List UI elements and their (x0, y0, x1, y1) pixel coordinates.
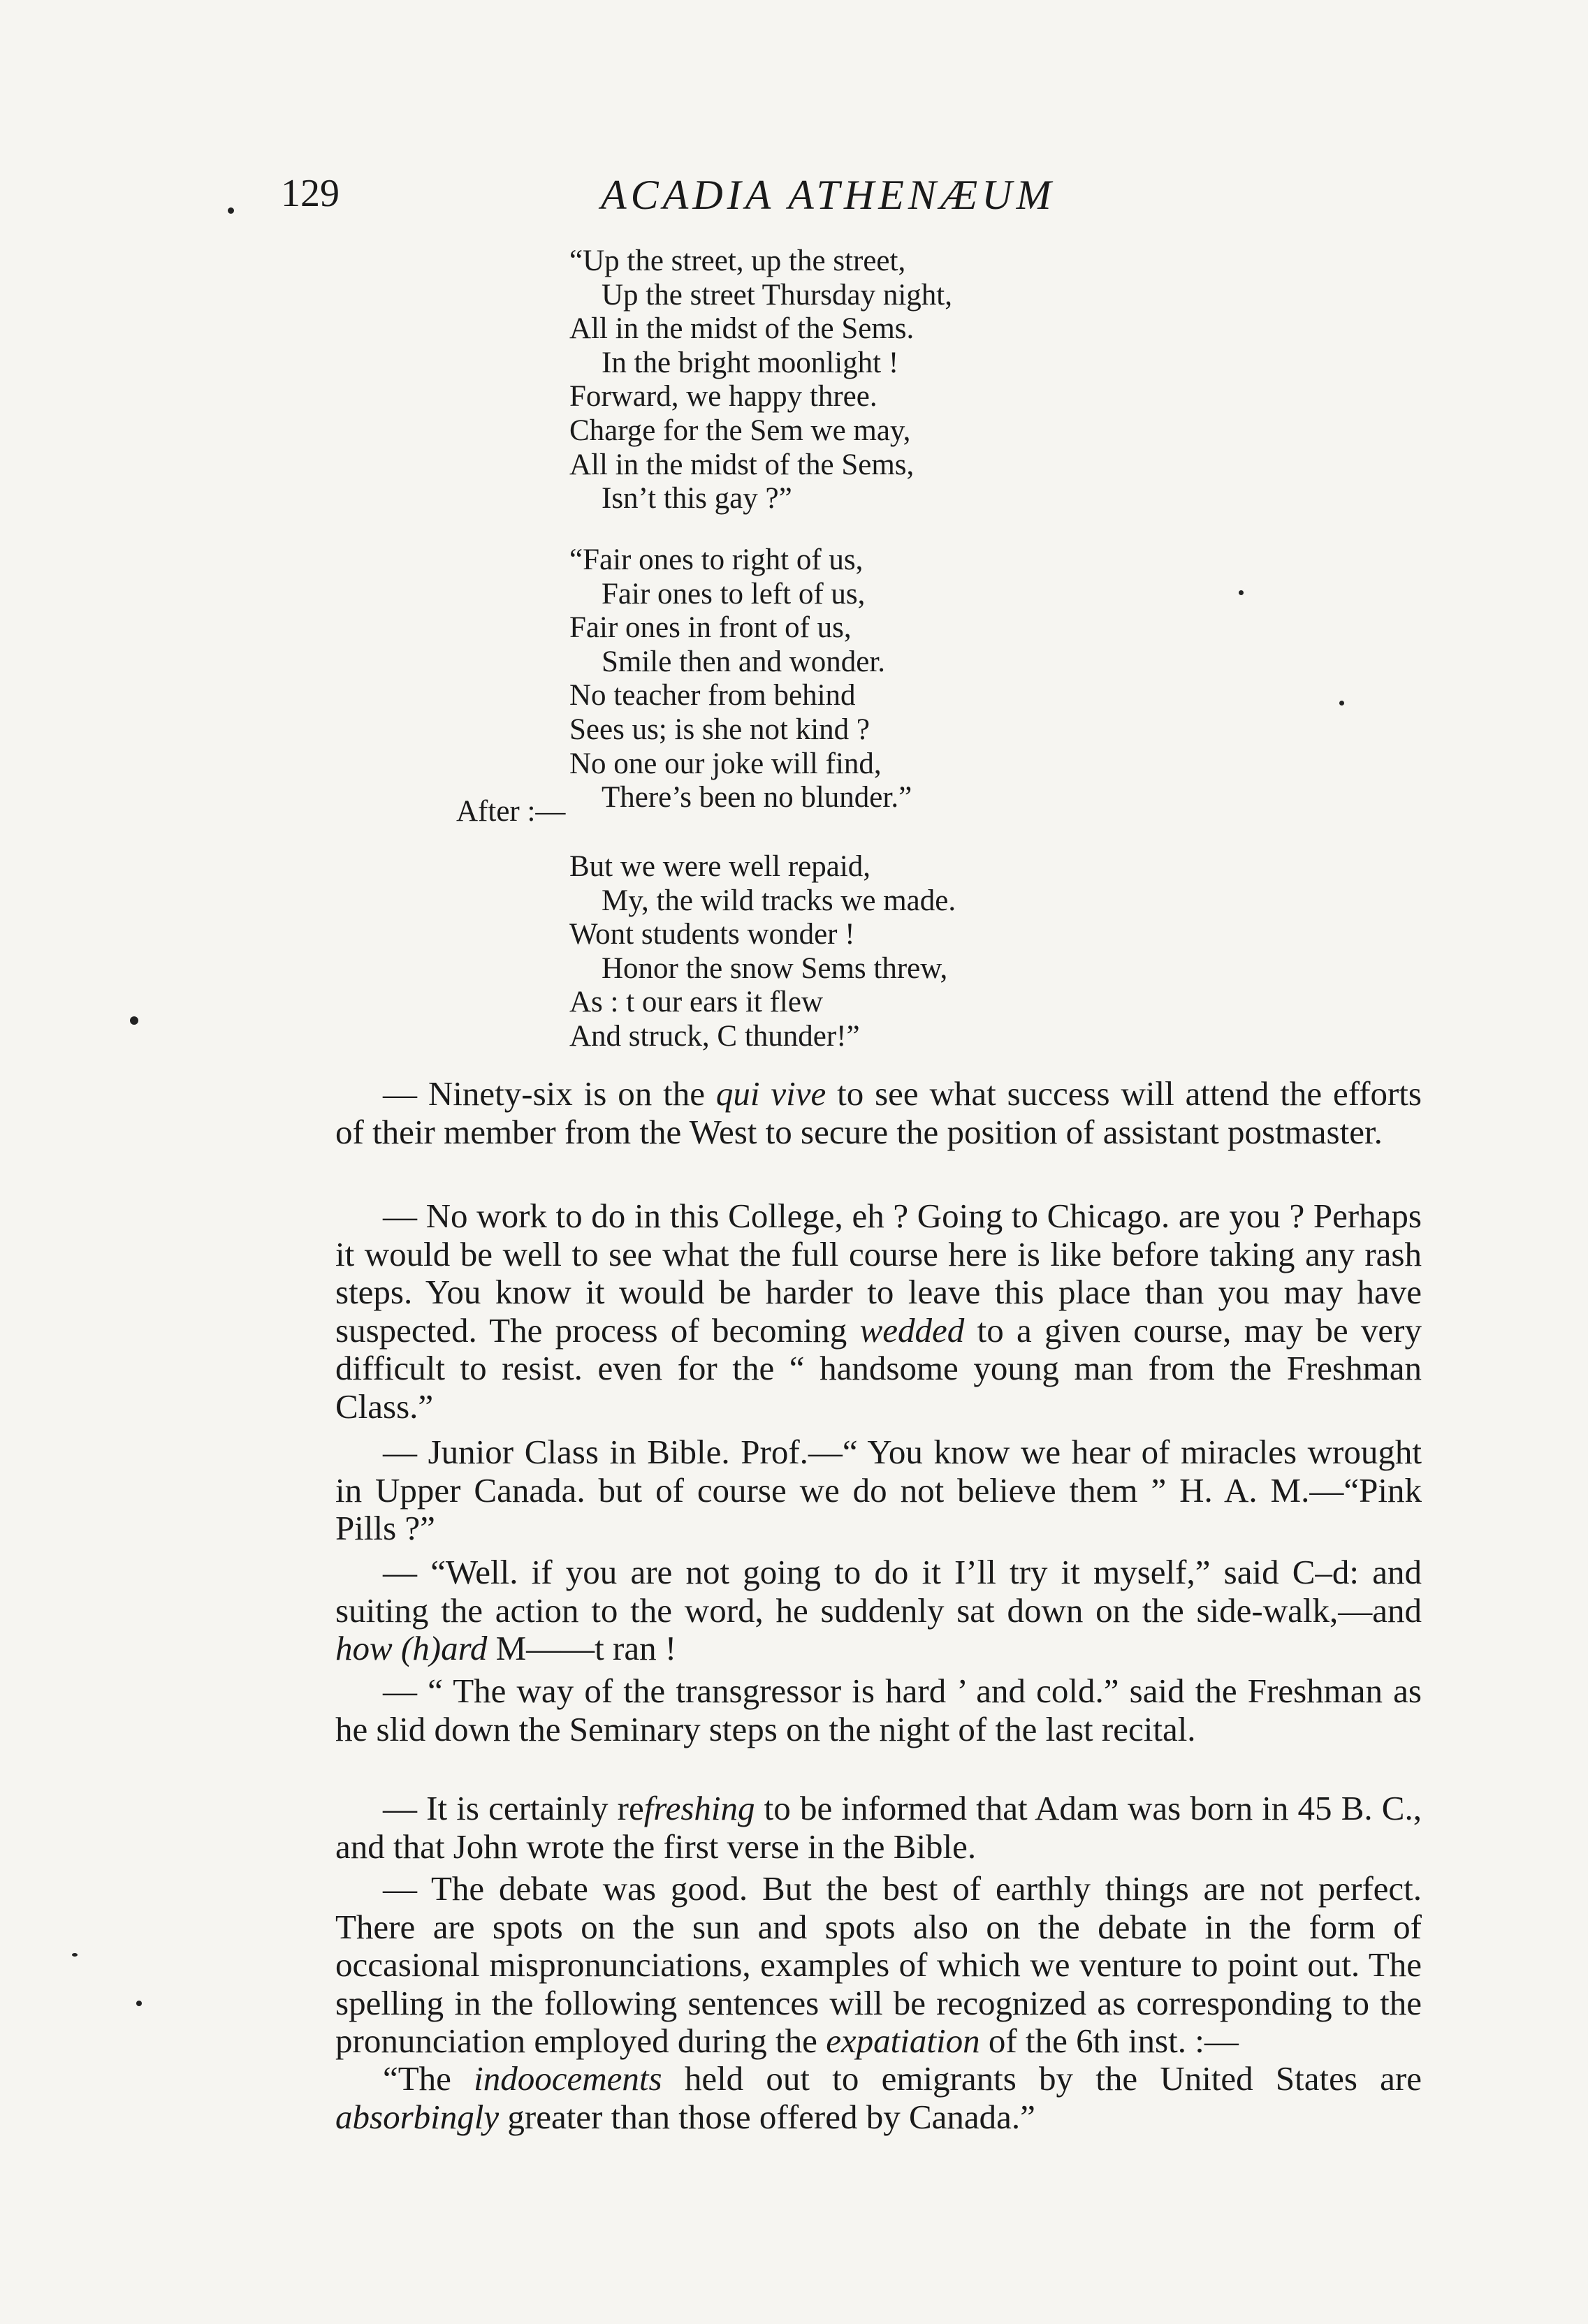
verse-line: My, the wild tracks we made. (602, 884, 956, 917)
paragraph-well: — “Well. if you are not going to do it I’ll try it myself,” said C–d: and suiting the action to the word, he suddenly sat down on the side-walk,—and how (h)ard M——t ran ! (335, 1553, 1422, 1667)
verse-line: No one our joke will find, (569, 747, 882, 780)
verse-line: All in the midst of the Sems, (569, 448, 915, 481)
paragraph-college: — No work to do in this College, eh ? Going to Chicago. are you ? Perhaps it would be well to see what the full course here is like before taking any rash steps. You know it would be harder to leave this place than you may have suspected. The process of becoming wedded to a given course, may be very difficult to resist. even for the “ handsome young man from the Freshman Class.” (335, 1197, 1422, 1426)
scan-speck (136, 2001, 142, 2006)
verse-line: Forward, we happy three. (569, 380, 877, 414)
scan-speck (130, 1016, 138, 1025)
verse-line: Sees us; is she not kind ? (569, 712, 870, 746)
paragraph-debate: — The debate was good. But the best of earthly things are not perfect. There are spots on the sun and spots also on the debate in the form of occasional mispronunciations, examples of which we venture to point out. The spelling in the following sentences will be recognized as corresponding to the pronunciation employed during the expatiation of the 6th inst. :— (335, 1869, 1422, 2060)
scan-speck (1239, 590, 1244, 595)
verse-line: Isn’t this gay ?” (602, 482, 792, 516)
poem-stanza-1 (569, 244, 952, 516)
verse-line: But we were well repaid, (569, 850, 871, 883)
poem-stanza-2 (569, 543, 912, 815)
verse-line: Up the street Thursday night, (602, 278, 952, 312)
verse-line: Fair ones to left of us, (602, 577, 866, 611)
verse-line: “Fair ones to right of us, (569, 543, 864, 576)
page-header (0, 171, 1588, 227)
verse-line: Honor the snow Sems threw, (602, 951, 948, 985)
paragraph-quote: “The indoocements held out to emigrants by the United States are absorbingly greater than those offered by Canada.” (335, 2059, 1422, 2136)
paragraph-refreshing: — It is certainly refreshing to be informed that Adam was born in 45 B. C., and that John wrote the first verse in the Bible. (335, 1789, 1422, 1866)
running-title: ACADIA ATHENÆUM (601, 172, 1056, 218)
paragraph-transgressor: — “ The way of the transgressor is hard ’ and cold.” said the Freshman as he slid down the Seminary steps on the night of the last recital. (335, 1672, 1422, 1748)
verse-line: Smile then and wonder. (602, 645, 886, 678)
poem-stanza-3 (569, 850, 956, 1054)
paragraph-ninety-six: — Ninety-six is on the qui vive to see what success will attend the efforts of their member from the West to secure the position of assistant postmaster. (335, 1074, 1422, 1151)
verse-line: Fair ones in front of us, (569, 611, 852, 645)
verse-line: “Up the street, up the street, (569, 244, 906, 277)
verse-line: No teacher from behind (569, 679, 856, 712)
verse-line: All in the midst of the Sems. (569, 312, 915, 346)
verse-line: In the bright moonlight ! (602, 346, 899, 379)
verse-line: There’s been no blunder.” (602, 781, 912, 814)
scan-speck (228, 207, 234, 214)
scan-speck (1339, 701, 1344, 706)
after-label: After :— (456, 795, 566, 828)
page-number: 129 (281, 172, 340, 215)
verse-line: As : t our ears it flew (569, 986, 824, 1019)
verse-line: Wont students wonder ! (569, 918, 855, 951)
verse-line: And struck, C thunder!” (569, 1019, 860, 1053)
paragraph-junior-class: — Junior Class in Bible. Prof.—“ You know we hear of miracles wrought in Upper Canada. but of course we do not believe them ” H. A. M.—“Pink Pills ?” (335, 1433, 1422, 1547)
scan-speck (72, 1953, 78, 1957)
verse-line: Charge for the Sem we may, (569, 414, 911, 447)
